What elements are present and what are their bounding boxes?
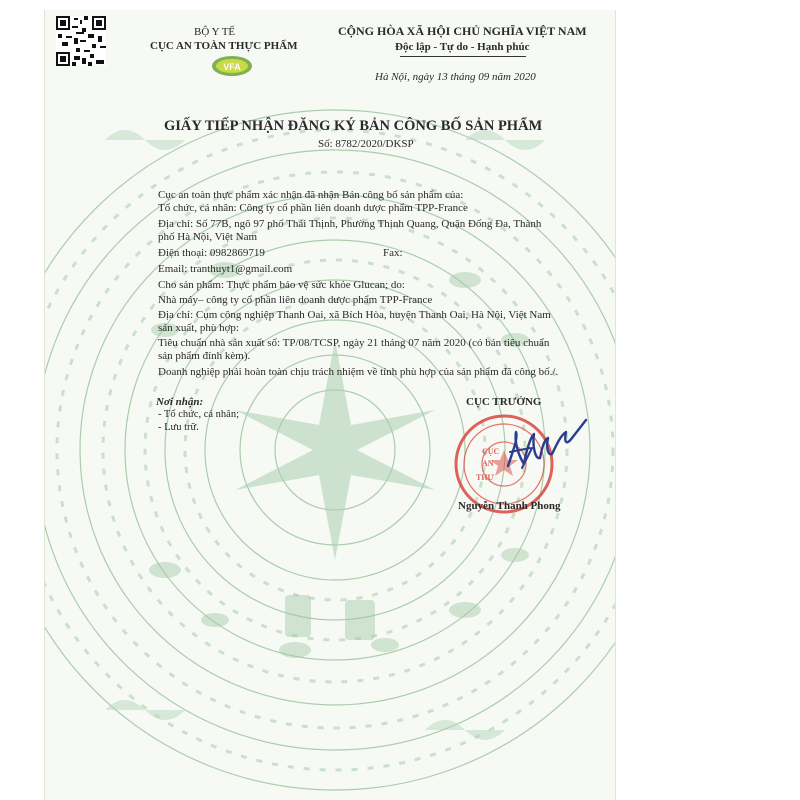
address-line-1: Địa chỉ: Số 77B, ngõ 97 phố Thái Thịnh, Phường Thịnh Quang, Quận Đống Đa, Thành <box>158 218 542 230</box>
factory-address-line-1: Địa chỉ: Cụm công nghiệp Thanh Oai, xã Bích Hòa, huyện Thanh Oai, Hà Nội, Việt Nam <box>158 309 551 321</box>
seal-text: CỤC <box>482 447 500 456</box>
product-line: Cho sản phẩm: Thực phẩm bảo vệ sức khỏe Glucan; do: <box>158 279 405 291</box>
vfa-logo-text: VFA <box>223 62 241 72</box>
document-number: Số: 8782/2020/DKSP <box>318 138 414 150</box>
signatory-name: Nguyễn Thanh Phong <box>458 500 561 512</box>
seal-text: AN <box>482 459 494 468</box>
handwritten-signature-icon <box>486 408 596 488</box>
ministry-name: BỘ Y TẾ <box>194 26 236 38</box>
email-line: Email: tranthuyt1@gmail.com <box>158 263 293 275</box>
standard-line-1: Tiêu chuẩn nhà sản xuất số: TP/08/TCSP, ngày 21 tháng 07 năm 2020 (có bản tiêu chuẩn <box>158 337 550 349</box>
factory-line: Nhà máy– công ty cổ phần liên doanh dược phẩm TPP-France <box>158 294 433 306</box>
recipient-item: - Lưu trữ. <box>158 422 199 433</box>
country-name: CỘNG HÒA XÃ HỘI CHỦ NGHĨA VIỆT NAM <box>338 24 587 38</box>
motto-underline <box>400 56 526 57</box>
vfa-logo-icon <box>210 54 254 78</box>
recipient-item: - Tổ chức, cá nhân; <box>158 409 240 420</box>
fax-line: Fax: <box>383 247 403 259</box>
issue-date: Hà Nội, ngày 13 tháng 09 năm 2020 <box>375 71 536 83</box>
national-motto: Độc lập - Tự do - Hạnh phúc <box>395 41 530 53</box>
recipients-heading: Nơi nhận: <box>156 396 204 408</box>
organization-line: Tổ chức, cá nhân: Công ty cổ phần liên doanh dược phẩm TPP-France <box>158 202 468 214</box>
responsibility-line: Doanh nghiệp phải hoàn toàn chịu trách nhiệm về tính phù hợp của sản phẩm đã công bố./. <box>158 366 559 378</box>
signatory-position: CỤC TRƯỞNG <box>466 396 542 408</box>
standard-line-2: sản phẩm đính kèm). <box>158 350 251 362</box>
agency-name: CỤC AN TOÀN THỰC PHẨM <box>150 40 298 52</box>
seal-text: THỰ <box>476 473 494 482</box>
intro-line: Cục an toàn thực phẩm xác nhận đã nhận Bản công bố sản phẩm của: <box>158 189 464 201</box>
document-title: GIẤY TIẾP NHẬN ĐĂNG KÝ BẢN CÔNG BỐ SẢN PHẨM <box>164 118 543 134</box>
phone-line: Điện thoại: 0982869719 <box>158 247 265 259</box>
address-line-2: phố Hà Nội, Việt Nam <box>158 231 258 243</box>
qr-code <box>56 16 106 66</box>
factory-address-line-2: sản xuất, phù hợp: <box>158 322 239 334</box>
